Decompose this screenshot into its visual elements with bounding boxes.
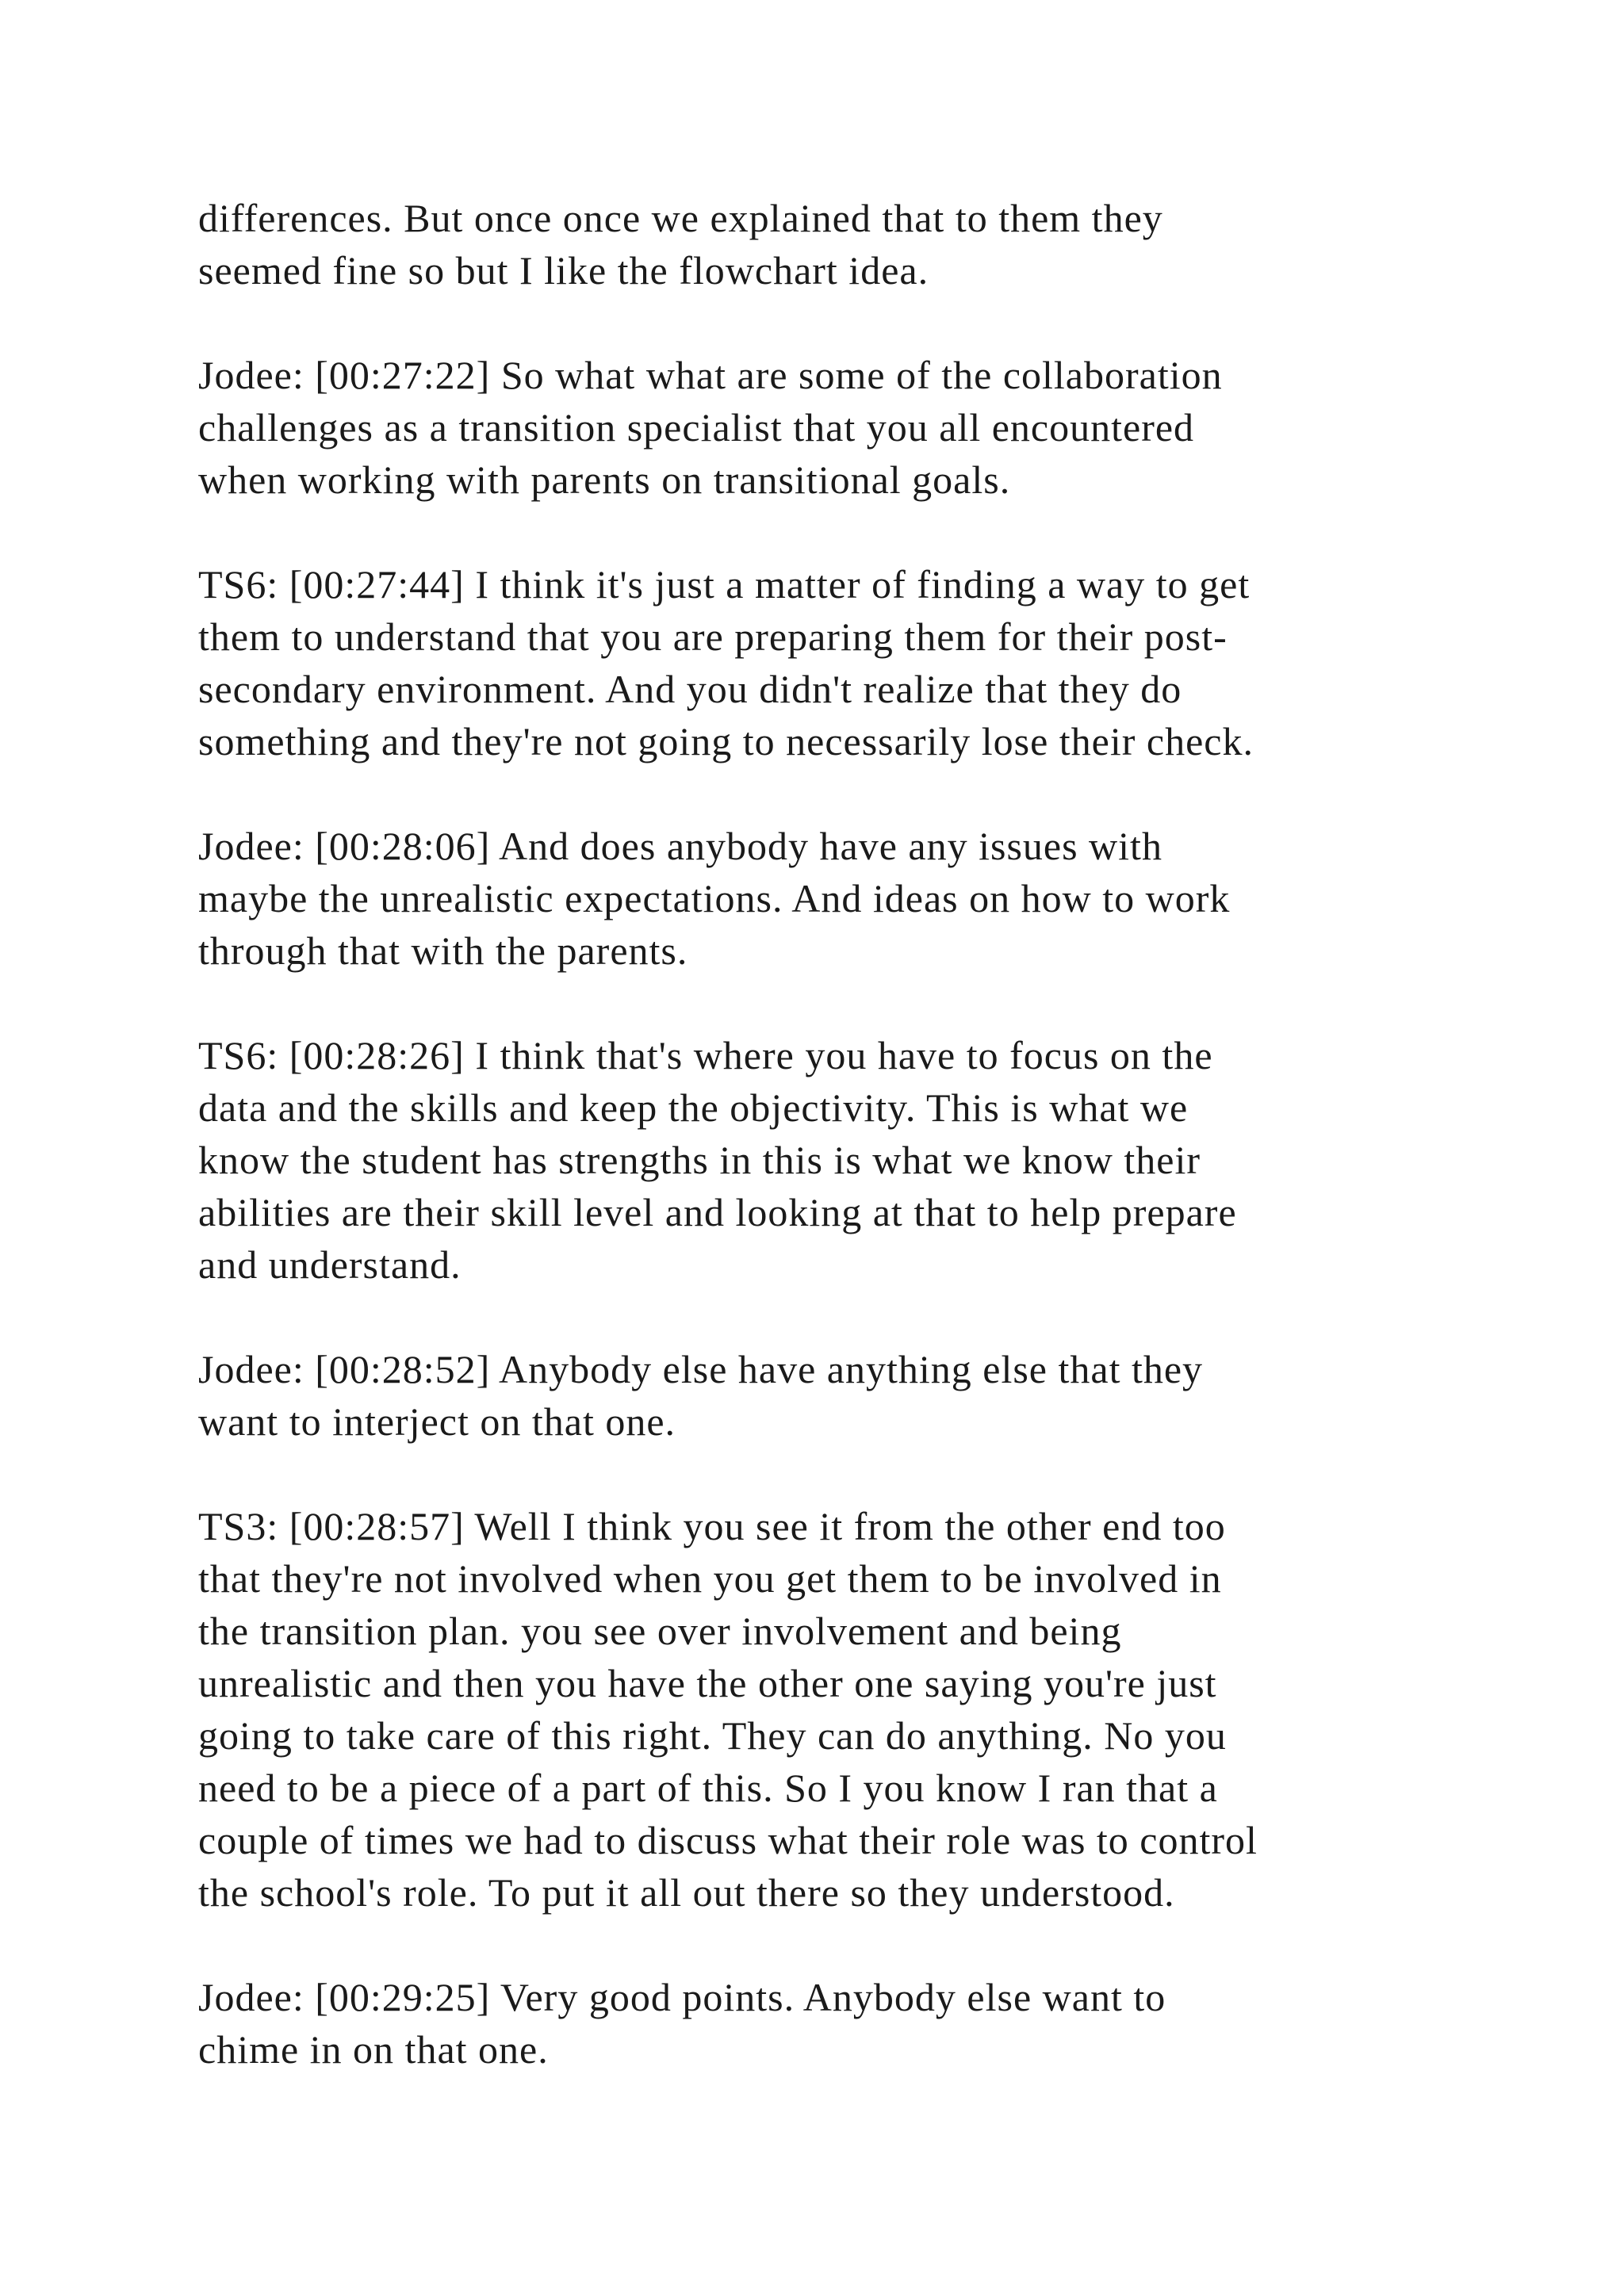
transcript-paragraph — [198, 1343, 1467, 1448]
transcript-page — [198, 192, 1467, 2128]
transcript-paragraph — [198, 558, 1467, 767]
text-line: need to be a piece of a part of this. So I you know I ran that a — [198, 1766, 1218, 1810]
text-line: Jodee: [00:28:52] Anybody else have anything else that they — [198, 1347, 1204, 1391]
transcript-paragraph — [198, 349, 1467, 506]
text-line: TS3: [00:28:57] Well I think you see it from the other end too — [198, 1504, 1226, 1548]
text-line: that they're not involved when you get them to be involved in — [198, 1556, 1222, 1601]
text-line: abilities are their skill level and looking at that to help prepare — [198, 1190, 1237, 1234]
text-line: going to take care of this right. They can do anything. No you — [198, 1713, 1227, 1758]
text-line: data and the skills and keep the objectivity. This is what we — [198, 1085, 1189, 1130]
text-line: couple of times we had to discuss what their role was to control — [198, 1818, 1258, 1862]
text-line: TS6: [00:27:44] I think it's just a matter of finding a way to get — [198, 562, 1251, 607]
text-line: know the student has strengths in this is what we know their — [198, 1138, 1201, 1182]
transcript-paragraph — [198, 192, 1467, 297]
text-line: want to interject on that one. — [198, 1399, 676, 1444]
text-line: the transition plan. you see over involvement and being — [198, 1609, 1122, 1653]
transcript-paragraph — [198, 1971, 1467, 2076]
text-line: Jodee: [00:28:06] And does anybody have any issues with — [198, 824, 1162, 868]
text-line: the school's role. To put it all out there so they understood. — [198, 1870, 1175, 1915]
text-line: seemed fine so but I like the flowchart idea. — [198, 248, 929, 293]
text-line: Jodee: [00:29:25] Very good points. Anybody else want to — [198, 1975, 1166, 2019]
text-line: TS6: [00:28:26] I think that's where you have to focus on the — [198, 1033, 1213, 1077]
transcript-paragraph — [198, 1029, 1467, 1291]
text-line: maybe the unrealistic expectations. And ideas on how to work — [198, 876, 1231, 920]
transcript-paragraph — [198, 1500, 1467, 1919]
transcript-paragraph — [198, 820, 1467, 977]
text-line: challenges as a transition specialist that you all encountered — [198, 405, 1195, 450]
text-line: something and they're not going to necessarily lose their check. — [198, 719, 1254, 763]
text-line: when working with parents on transitional goals. — [198, 457, 1011, 502]
text-line: them to understand that you are preparing them for their post- — [198, 614, 1228, 659]
text-line: unrealistic and then you have the other one saying you're just — [198, 1661, 1217, 1705]
text-line: differences. But once once we explained that to them they — [198, 196, 1163, 240]
text-line: chime in on that one. — [198, 2027, 549, 2072]
text-line: Jodee: [00:27:22] So what what are some of the collaboration — [198, 353, 1223, 397]
text-line: and understand. — [198, 1242, 462, 1287]
text-line: secondary environment. And you didn't realize that they do — [198, 667, 1182, 711]
text-line: through that with the parents. — [198, 928, 688, 973]
